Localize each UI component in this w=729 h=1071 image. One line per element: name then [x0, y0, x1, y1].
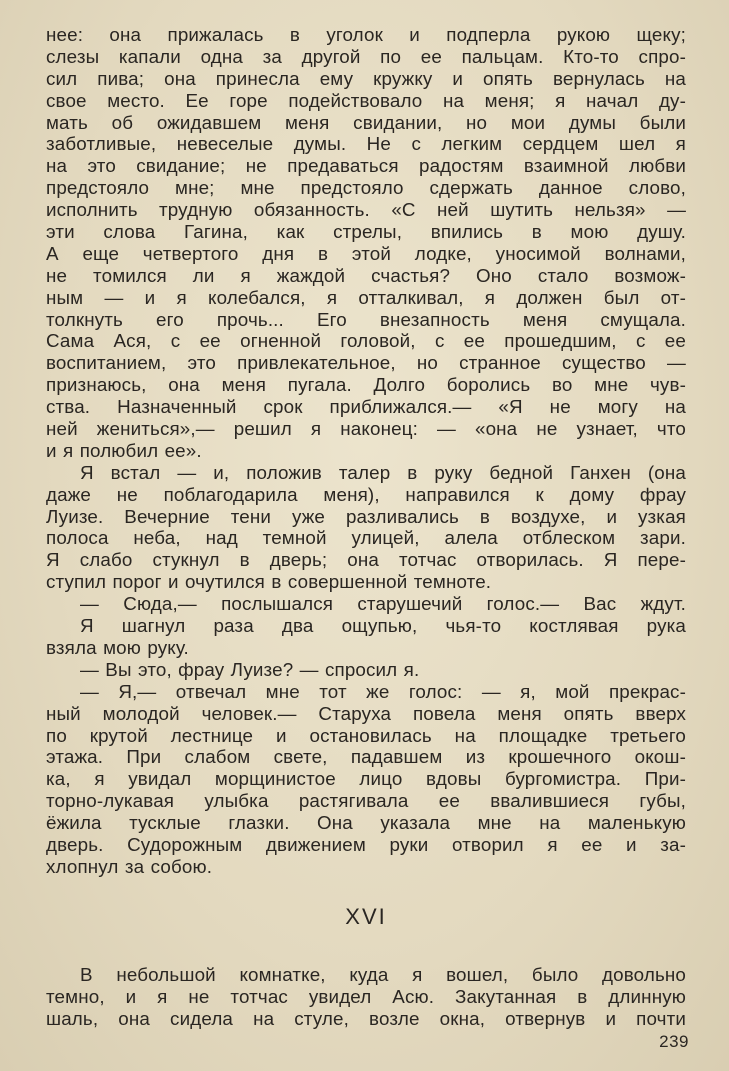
text-line: и я полюбил ее».	[46, 439, 202, 461]
text-line: мать об ожидавшем меня свидании, но мои думы были	[46, 111, 686, 133]
text-line: не томился ли я жаждой счастья? Оно стало возмож-	[46, 264, 686, 286]
dialogue-line: — Вы это, фрау Луизе? — спросил я.	[80, 658, 420, 680]
text-line: ка, я увидал морщинистое лицо вдовы бургомистра. При-	[46, 768, 686, 790]
text-line: ней жениться»,— решил я наконец: — «она не узнает, что	[46, 418, 686, 440]
text-line: ства. Назначенный срок приближался.— «Я не могу на	[46, 396, 686, 418]
text-line: воспитанием, это привлекательное, но странное существо —	[46, 352, 686, 374]
chapter-heading: XVI	[345, 903, 387, 929]
text-line: исполнить трудную обязанность. «С ней шутить нельзя» —	[46, 199, 686, 221]
text-block-before-chapter	[46, 24, 686, 878]
text-line: ёжила тусклые глазки. Она указала мне на маленькую	[46, 812, 686, 834]
text-line: ный молодой человек.— Старуха повела меня опять вверх	[46, 702, 686, 724]
text-line: даже не поблагодарила меня), направился к дому фрау	[46, 483, 686, 505]
page-number: 239	[659, 1032, 689, 1051]
book-page	[46, 24, 686, 1029]
text-line: ным — и я колебался, я отталкивал, я должен был от-	[46, 286, 686, 308]
text-line: свое место. Ее горе подействовало на меня; я начал ду-	[46, 89, 686, 111]
dialogue-line: — Сюда,— послышался старушечий голос.— Вас ждут.	[80, 593, 686, 615]
text-line: слезы капали одна за другой по ее пальцам. Кто-то спро-	[46, 45, 686, 67]
text-line: толкнуть его прочь... Его внезапность меня смущала.	[46, 308, 686, 330]
text-line: дверь. Судорожным движением руки отворил я ее и за-	[46, 833, 686, 855]
text-line: этажа. При слабом свете, падавшем из крошечного окош-	[46, 746, 686, 768]
text-line: предстояло мне; мне предстояло сдержать данное слово,	[46, 177, 686, 199]
text-line: Я слабо стукнул в дверь; она тотчас отворилась. Я пере-	[46, 549, 686, 571]
text-block-after-chapter	[46, 964, 686, 1030]
text-line: А еще четвертого дня в этой лодке, уносимой волнами,	[46, 242, 686, 264]
text-line: признаюсь, она меня пугала. Долго боролись во мне чув-	[46, 374, 686, 396]
text-line: нее: она прижалась в уголок и подперла рукою щеку;	[46, 24, 686, 45]
text-line: торно-лукавая улыбка растягивала ее ввалившиеся губы,	[46, 790, 686, 812]
text-line: хлопнул за собою.	[46, 855, 213, 877]
text-line: по крутой лестнице и остановилась на площадке третьего	[46, 724, 686, 746]
text-line: темно, и я не тотчас увидел Асю. Закутанная в длинную	[46, 985, 686, 1007]
text-line: полоса неба, над темной улицей, алела отблеском зари.	[46, 527, 686, 549]
text-line: эти слова Гагина, как стрелы, впились в мою душу.	[46, 221, 686, 243]
paragraph-start-line: Я шагнул раза два ощупью, чья-то костлявая рука	[80, 615, 686, 637]
text-line: ступил порог и очутился в совершенной темноте.	[46, 571, 492, 593]
dialogue-line: — Я,— отвечал мне тот же голос: — я, мой прекрас-	[80, 680, 686, 702]
text-line: Луизе. Вечерние тени уже разливались в воздухе, и узкая	[46, 505, 686, 527]
paragraph-start-line: Я встал — и, положив талер в руку бедной Ганхен (она	[80, 461, 686, 483]
text-line: Сама Ася, с ее огненной головой, с ее прошедшим, с ее	[46, 330, 686, 352]
text-line: сил пива; она принесла ему кружку и опять вернулась на	[46, 67, 686, 89]
text-line: на это свидание; не предаваться радостям взаимной любви	[46, 155, 686, 177]
text-line: шаль, она сидела на стуле, возле окна, отвернув и почти	[46, 1007, 686, 1029]
text-line: взяла мою руку.	[46, 636, 189, 658]
text-line: заботливые, невеселые думы. Не с легким сердцем шел я	[46, 133, 686, 155]
paragraph-start-line: В небольшой комнатке, куда я вошел, было довольно	[80, 963, 686, 985]
